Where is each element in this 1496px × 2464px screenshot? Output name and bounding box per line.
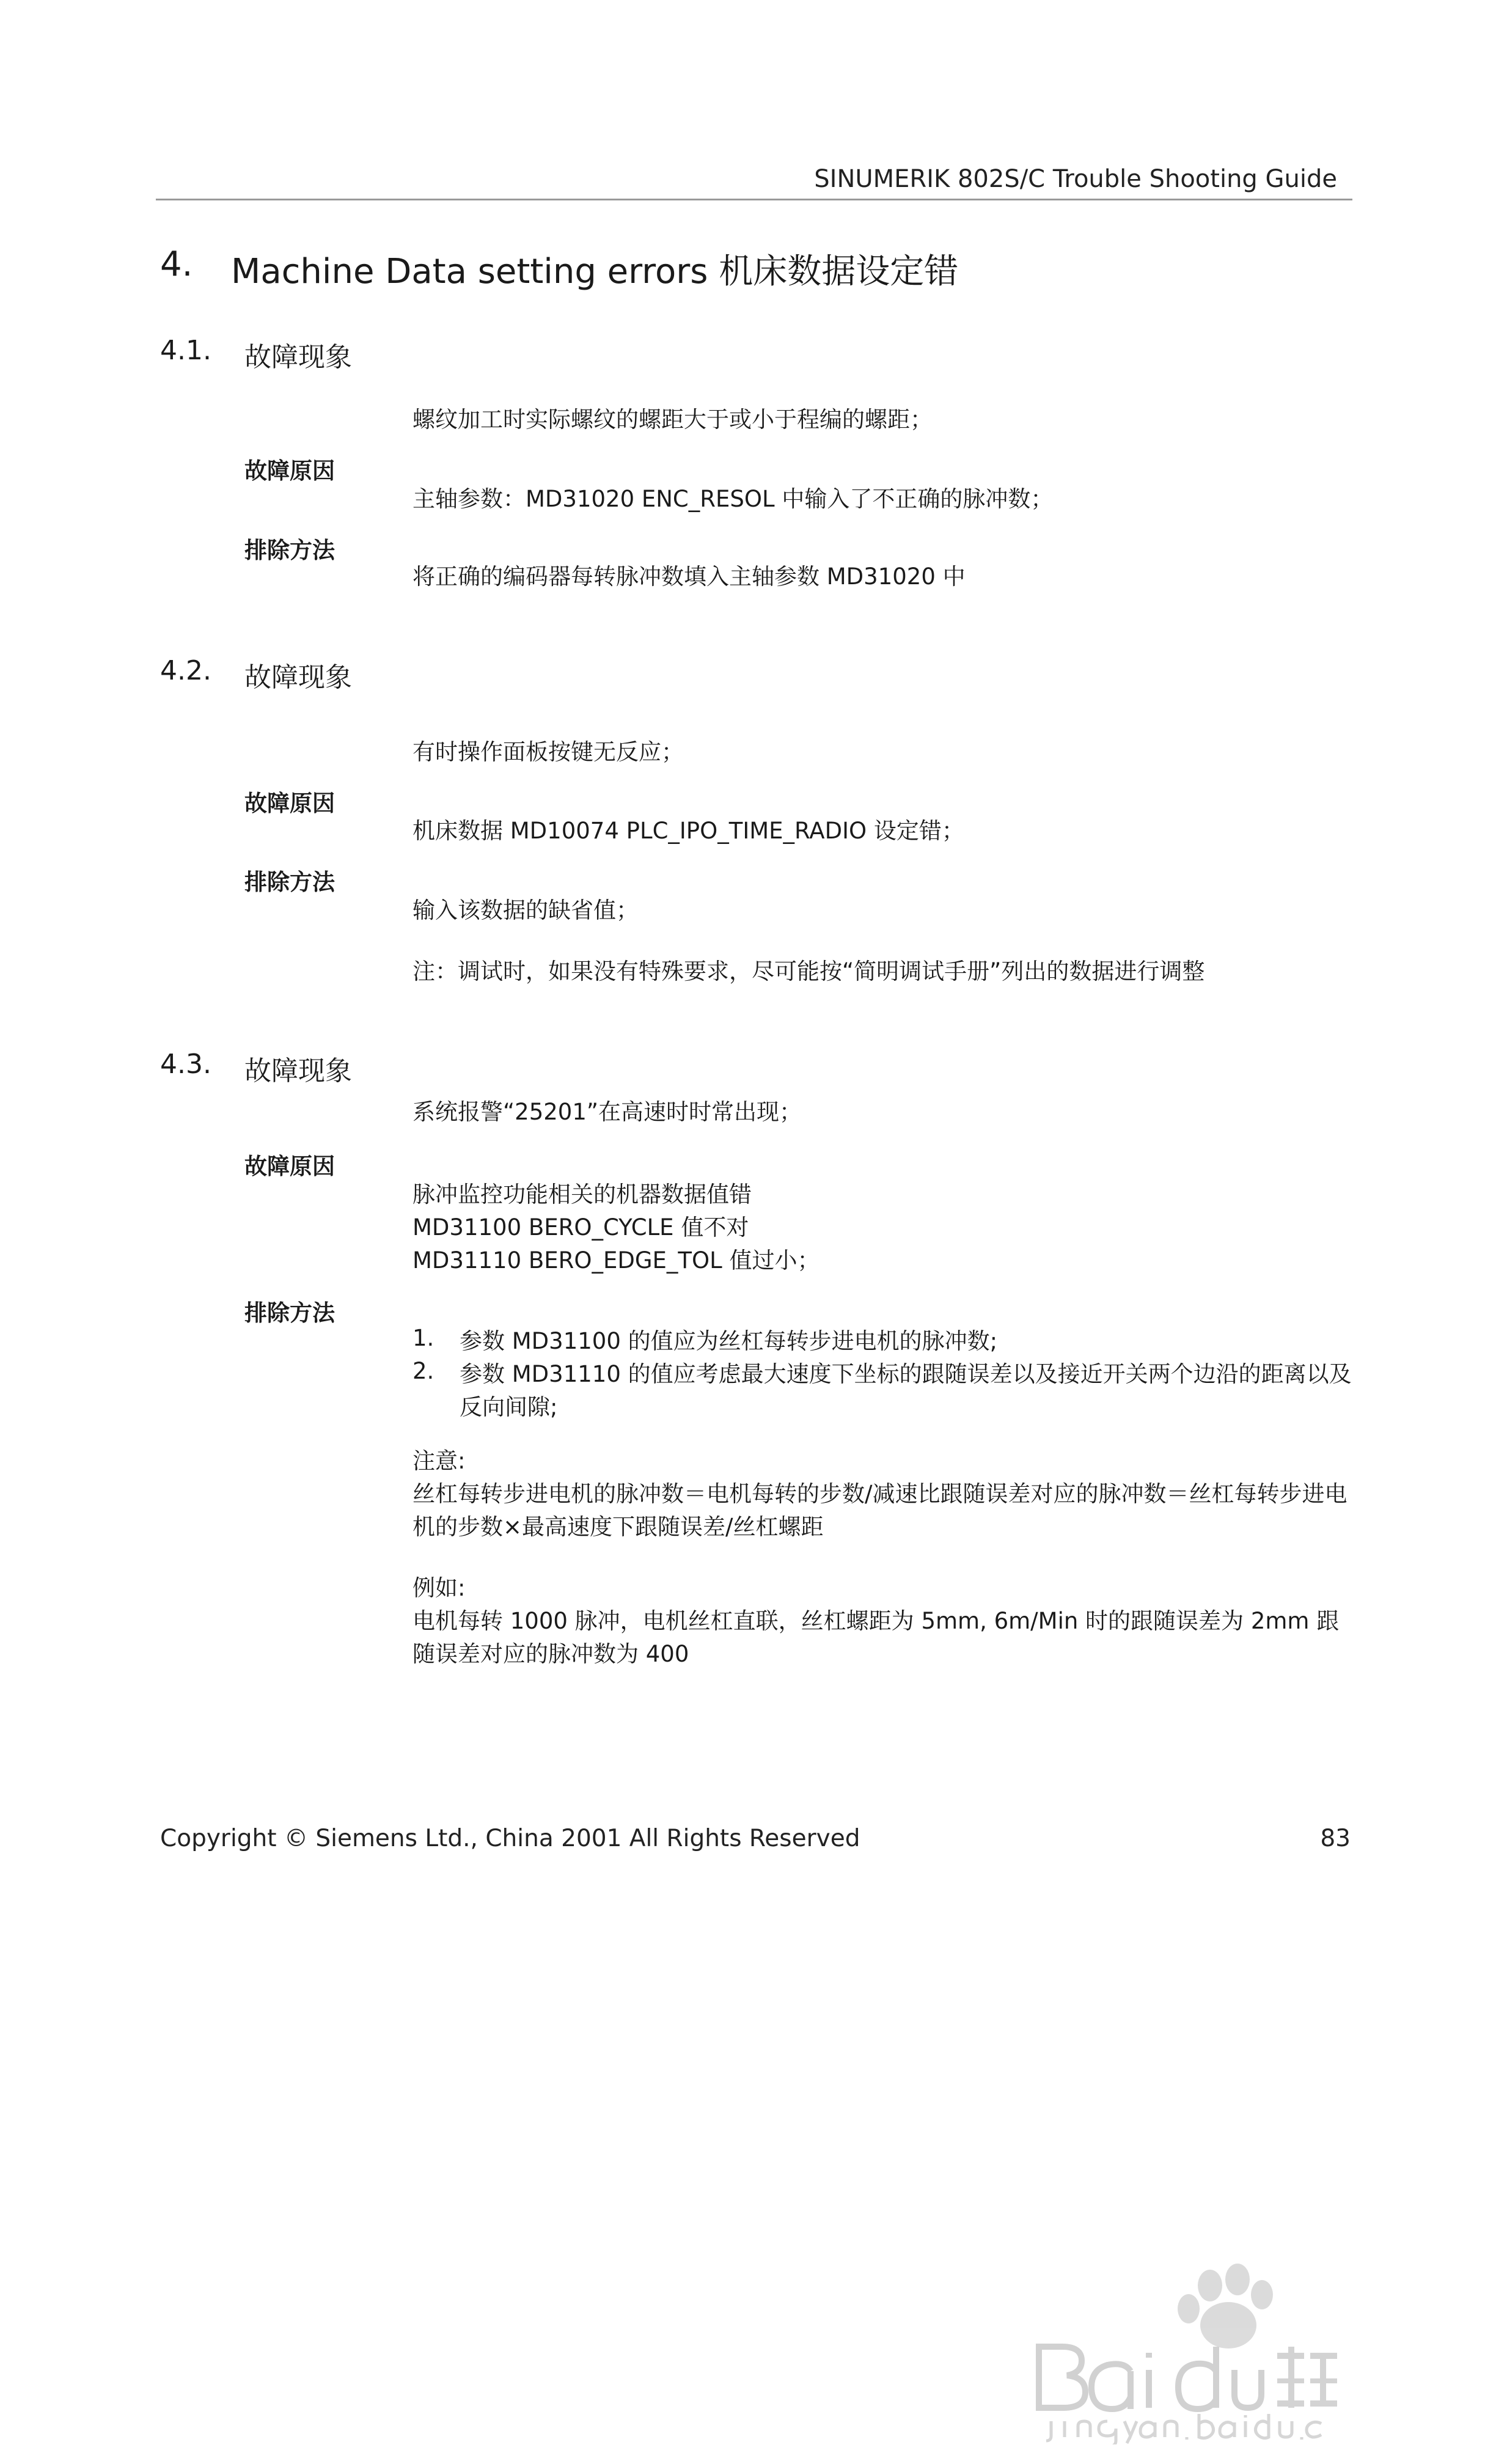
baidu-jingyan-watermark <box>1027 2261 1344 2444</box>
section-number: 4.3. <box>160 1049 211 1080</box>
note-label: 注意: <box>413 1448 466 1474</box>
cause-text: 主轴参数：MD31020 ENC_RESOL 中输入了不正确的脉冲数； <box>413 486 1054 512</box>
fix-label: 排除方法 <box>244 1300 335 1326</box>
symptom-text: 螺纹加工时实际螺纹的螺距大于或小于程编的螺距； <box>413 406 933 433</box>
copyright-footer: Copyright © Siemens Ltd., China 2001 All Rights Reserved <box>160 1825 860 1852</box>
header-divider <box>156 199 1352 200</box>
list-item-number: 1. <box>413 1325 435 1351</box>
cause-line: MD31110 BERO_EDGE_TOL 值过小； <box>413 1247 820 1274</box>
cause-line: MD31100 BERO_CYCLE 值不对 <box>413 1214 749 1241</box>
fix-label: 排除方法 <box>244 537 335 563</box>
example-label: 例如: <box>413 1575 466 1601</box>
symptom-text: 有时操作面板按键无反应； <box>413 739 684 765</box>
list-item-text: 参数 MD31110 的值应考虑最大速度下坐标的跟随误差以及接近开关两个边沿的距离以及反向间隙; <box>460 1361 1352 1420</box>
chapter-number: 4. <box>160 244 193 284</box>
section-number: 4.1. <box>160 335 211 366</box>
cause-label: 故障原因 <box>244 790 335 816</box>
cause-label: 故障原因 <box>244 1153 335 1179</box>
chapter-title: Machine Data setting errors 机床数据设定错 <box>231 252 959 292</box>
fix-text: 输入该数据的缺省值； <box>413 897 639 923</box>
section-title: 故障现象 <box>244 1055 352 1087</box>
list-item-number: 2. <box>413 1358 435 1384</box>
watermark-logo-icon <box>1027 2261 1344 2444</box>
page-number: 83 <box>1320 1825 1351 1852</box>
fix-label: 排除方法 <box>244 869 335 895</box>
cause-line: 脉冲监控功能相关的机器数据值错 <box>413 1181 752 1208</box>
fix-text: 将正确的编码器每转脉冲数填入主轴参数 MD31020 中 <box>413 563 966 590</box>
list-item-text: 参数 MD31100 的值应为丝杠每转步进电机的脉冲数; <box>460 1328 998 1354</box>
note-text: 丝杠每转步进电机的脉冲数＝电机每转的步数/减速比跟随误差对应的脉冲数＝丝杠每转步进电机的步数×最高速度下跟随误差/丝杠螺距 <box>413 1481 1348 1540</box>
symptom-text: 系统报警“25201”在高速时时常出现； <box>413 1099 802 1125</box>
section-title: 故障现象 <box>244 662 352 693</box>
section-title: 故障现象 <box>244 342 352 373</box>
note-text: 注：调试时，如果没有特殊要求，尽可能按“简明调试手册”列出的数据进行调整 <box>413 958 1205 985</box>
running-header: SINUMERIK 802S/C Trouble Shooting Guide <box>814 165 1337 193</box>
cause-text: 机床数据 MD10074 PLC_IPO_TIME_RADIO 设定错； <box>413 818 964 844</box>
cause-label: 故障原因 <box>244 458 335 484</box>
section-number: 4.2. <box>160 655 211 686</box>
example-text: 电机每转 1000 脉冲，电机丝杠直联，丝杠螺距为 5mm, 6m/Min 时的跟随误差为 2mm 跟随误差对应的脉冲数为 400 <box>413 1608 1340 1667</box>
